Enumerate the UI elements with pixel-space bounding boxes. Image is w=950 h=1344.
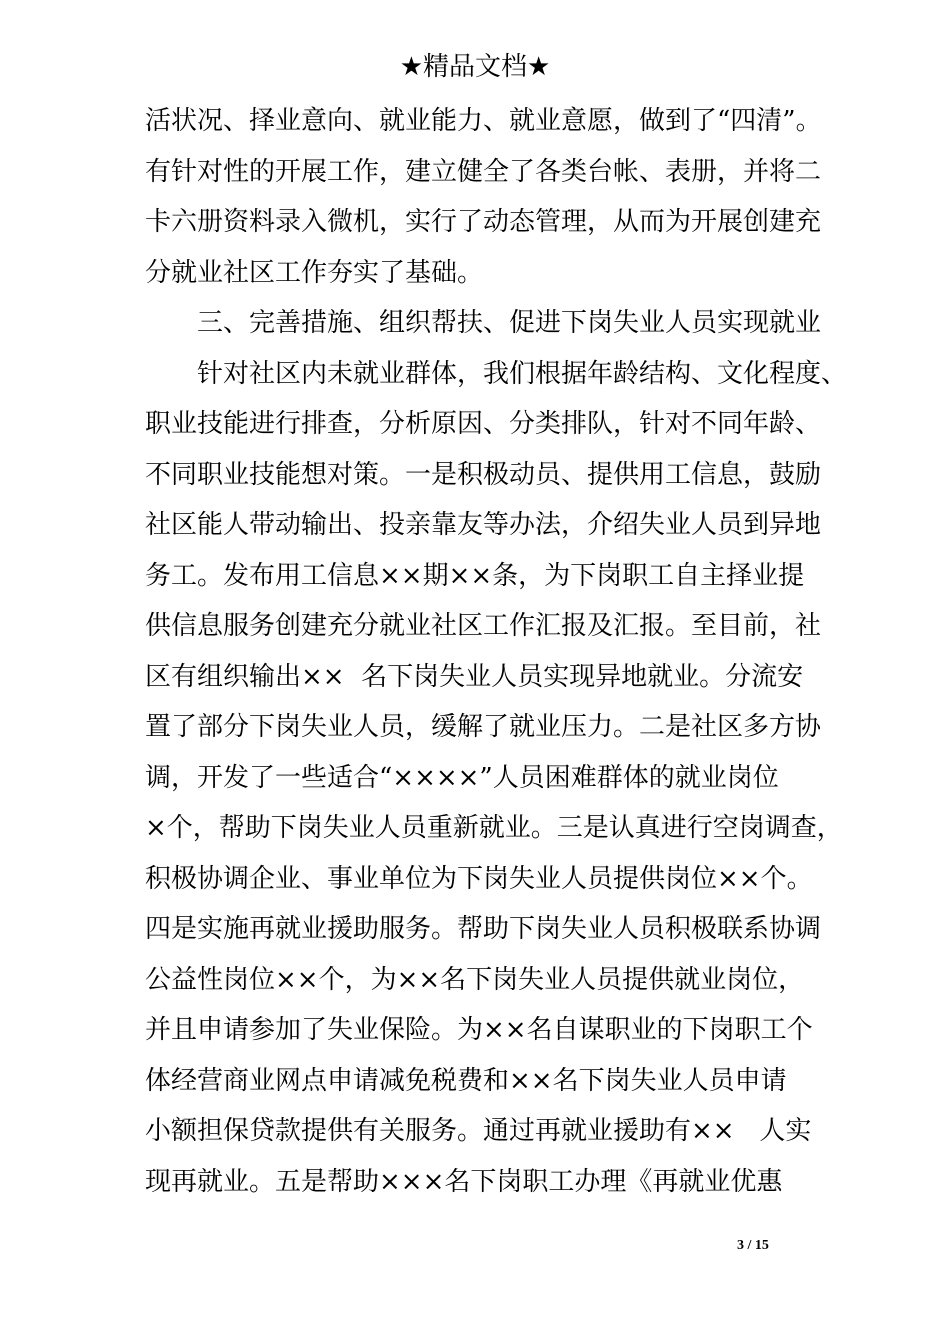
text-line: 务工。发布用工信息××期××条，为下岗职工自主择业提	[145, 560, 805, 591]
text-line: 活状况、择业意向、就业能力、就业意愿，做到了“四清”。	[145, 106, 822, 136]
text-line: 现再就业。五是帮助×××名下岗职工办理《再就业优惠	[145, 1166, 783, 1197]
text-line: 区有组织输出×× 名下岗失业人员实现异地就业。分流安	[145, 661, 804, 692]
text-line: 小额担保贷款提供有关服务。通过再就业援助有×× 人实	[145, 1116, 812, 1146]
text-line: 卡六册资料录入微机，实行了动态管理，从而为开展创建充	[145, 207, 822, 237]
text-line: 社区能人带动输出、投亲靠友等办法，介绍失业人员到异地	[145, 510, 822, 540]
text-line: 置了部分下岗失业人员，缓解了就业压力。二是社区多方协	[145, 712, 822, 742]
page-number: 3 / 15	[737, 1238, 769, 1253]
text-line: 针对社区内未就业群体，我们根据年龄结构、文化程度、	[197, 358, 848, 389]
text-line: 有针对性的开展工作，建立健全了各类台帐、表册，并将二	[145, 156, 822, 187]
text-line: 并且申请参加了失业保险。为××名自谋职业的下岗职工个	[145, 1015, 813, 1045]
text-line: 分就业社区工作夯实了基础。	[145, 257, 484, 288]
document-body	[145, 96, 848, 1207]
section-heading: 三、完善措施、组织帮扶、促进下岗失业人员实现就业	[197, 308, 822, 338]
text-line: 调，开发了一些适合“××××”人员困难群体的就业岗位	[145, 762, 779, 793]
text-line: 四是实施再就业援助服务。帮助下岗失业人员积极联系协调	[145, 914, 822, 944]
text-line: 积极协调企业、事业单位为下岗失业人员提供岗位××个。	[145, 863, 813, 894]
text-line: 公益性岗位××个，为××名下岗失业人员提供就业岗位，	[145, 964, 805, 995]
document-header-title: ★精品文档★	[399, 52, 551, 82]
text-line: 供信息服务创建充分就业社区工作汇报及汇报。至目前，社	[145, 611, 822, 641]
text-line: 体经营商业网点申请减免税费和××名下岗失业人员申请	[145, 1065, 787, 1096]
text-line: 不同职业技能想对策。一是积极动员、提供用工信息，鼓励	[145, 459, 822, 490]
text-line: 职业技能进行排查，分析原因、分类排队，针对不同年龄、	[145, 409, 822, 439]
text-line: ×个，帮助下岗失业人员重新就业。三是认真进行空岗调查，	[145, 813, 843, 843]
